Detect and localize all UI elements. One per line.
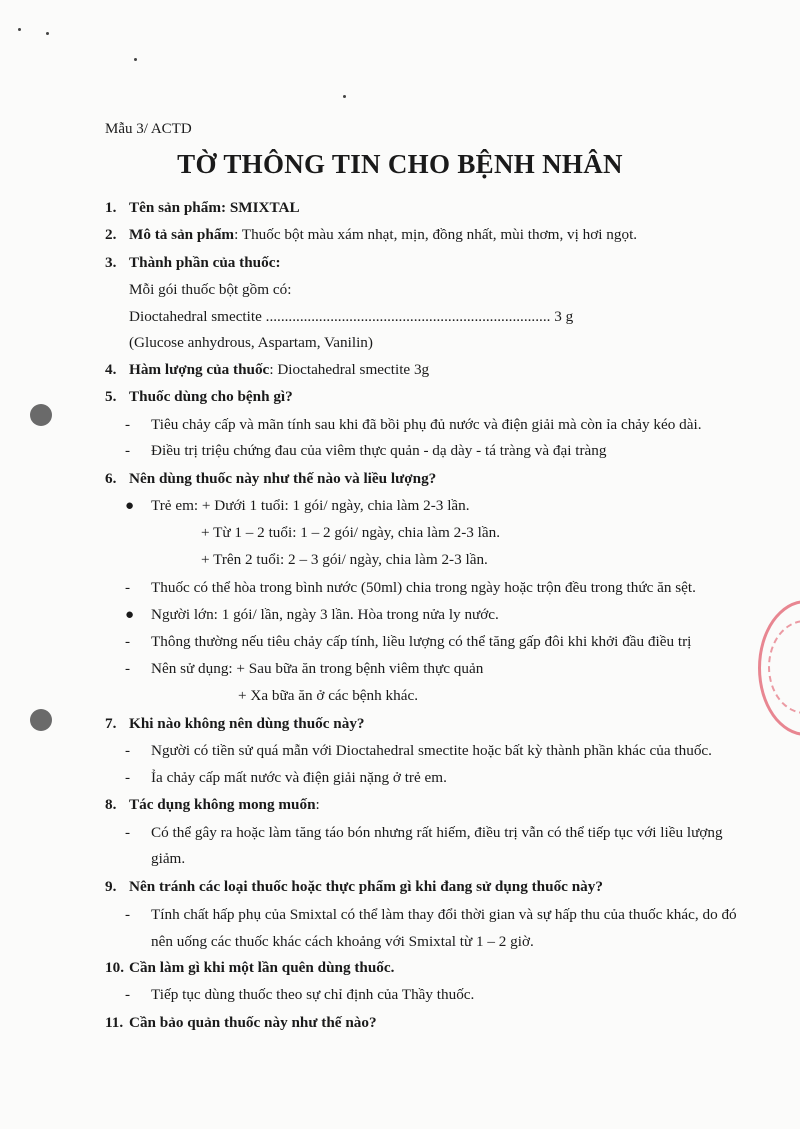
section-number: 5. <box>105 388 117 405</box>
dosage-child-under-1: Trẻ em: + Dưới 1 tuổi: 1 gói/ ngày, chia làm 2-3 lần. <box>151 497 470 514</box>
section-4-heading <box>105 360 429 380</box>
section-label: Thành phần của thuốc: <box>129 254 281 271</box>
section-10-heading <box>105 958 394 978</box>
section-label: Nên tránh các loại thuốc hoặc thực phẩm gì khi đang sử dụng thuốc này? <box>129 878 603 895</box>
scan-speck <box>46 32 49 35</box>
dash-marker: - <box>125 986 131 1003</box>
bullet-marker: ● <box>125 607 135 623</box>
ingredient-intro: Mỗi gói thuốc bột gồm có: <box>129 281 292 298</box>
list-item: Người có tiền sử quá mẫn với Dioctahedral smectite hoặc bất kỳ thành phần khác của thuốc. <box>151 742 712 759</box>
dash-marker: - <box>125 660 131 677</box>
section-label: Hàm lượng của thuốc <box>129 361 270 378</box>
dash-marker: - <box>125 742 131 759</box>
section-label: Mô tả sản phẩm <box>129 226 235 243</box>
section-number: 8. <box>105 796 117 813</box>
interaction-text: Tính chất hấp phụ của Smixtal có thể làm thay đổi thời gian và sự hấp thu của thuốc khác, do đó <box>151 906 737 923</box>
section-label: Nên dùng thuốc này như thế nào và liều lượng? <box>129 470 437 487</box>
section-number: 10. <box>105 959 124 976</box>
section-number: 9. <box>105 878 117 895</box>
scan-speck <box>18 28 21 31</box>
section-label: Tác dụng không mong muốn <box>129 796 316 813</box>
acute-dosage-note: Thông thường nếu tiêu chảy cấp tính, liều lượng có thể tăng gấp đôi khi khởi đầu điều trị <box>151 633 692 650</box>
list-item: Điều trị triệu chứng đau của viêm thực quản - dạ dày - tá tràng và đại tràng <box>151 442 607 459</box>
dash-marker: - <box>125 579 131 596</box>
section-7-heading <box>105 714 365 734</box>
section-3-heading <box>105 253 281 273</box>
section-9-heading <box>105 877 603 897</box>
ingredient-line <box>129 307 573 327</box>
section-label: Thuốc dùng cho bệnh gì? <box>129 388 293 405</box>
section-text: : Thuốc bột màu xám nhạt, mịn, đồng nhất, mùi thơm, vị hơi ngọt. <box>234 226 638 243</box>
dash-marker: - <box>125 906 131 923</box>
dash-marker: - <box>125 769 131 786</box>
section-number: 3. <box>105 254 117 271</box>
ingredient-amount: 3 g <box>554 308 574 325</box>
section-number: 1. <box>105 199 117 216</box>
form-label: Mẫu 3/ ACTD <box>105 121 192 137</box>
list-item: Tiêu chảy cấp và mãn tính sau khi đã bồi phụ đủ nước và điện giải mà còn ỉa chảy kéo dài. <box>151 416 702 433</box>
usage-timing-2: + Xa bữa ăn ở các bệnh khác. <box>238 687 418 704</box>
ingredient-name: Dioctahedral smectite <box>129 308 262 325</box>
section-6-heading <box>105 469 436 489</box>
section-11-heading <box>105 1013 377 1033</box>
missed-dose-text: Tiếp tục dùng thuốc theo sự chỉ định của Thầy thuốc. <box>151 986 475 1003</box>
section-number: 7. <box>105 715 117 732</box>
section-label: Cần bảo quản thuốc này như thế nào? <box>129 1014 377 1031</box>
punch-hole-bottom <box>30 709 52 731</box>
section-label: Tên sản phẩm: SMIXTAL <box>129 199 300 216</box>
section-number: 11. <box>105 1014 124 1031</box>
section-number: 6. <box>105 470 117 487</box>
dash-marker: - <box>125 633 131 650</box>
dosage-child-1-2: + Từ 1 – 2 tuổi: 1 – 2 gói/ ngày, chia làm 2-3 lần. <box>201 524 500 541</box>
dash-marker: - <box>125 824 131 841</box>
page-title: TỜ THÔNG TIN CHO BỆNH NHÂN <box>177 149 623 179</box>
dash-marker: - <box>125 416 131 433</box>
section-8-heading <box>105 795 320 815</box>
excipients: (Glucose anhydrous, Aspartam, Vanilin) <box>129 334 373 351</box>
scan-speck <box>134 58 137 61</box>
interaction-text-cont: nên uống các thuốc khác cách khoảng với Smixtal từ 1 – 2 giờ. <box>151 933 534 950</box>
list-item: Ỉa chảy cấp mất nước và điện giải nặng ở trẻ em. <box>151 769 447 786</box>
section-2-heading <box>105 225 637 245</box>
punch-hole-top <box>30 404 52 426</box>
side-effect-text: Có thể gây ra hoặc làm tăng táo bón nhưng rất hiếm, điều trị vẫn có thể tiếp tục với liều lượng <box>151 824 723 841</box>
mixing-instruction: Thuốc có thể hòa trong bình nước (50ml) chia trong ngày hoặc trộn đều trong thức ăn sệt. <box>151 579 696 596</box>
dosage-adult: Người lớn: 1 gói/ lần, ngày 3 lần. Hòa trong nửa ly nước. <box>151 606 499 623</box>
scan-speck <box>343 95 346 98</box>
dosage-child-over-2: + Trên 2 tuổi: 2 – 3 gói/ ngày, chia làm 2-3 lần. <box>201 551 488 568</box>
bullet-marker: ● <box>125 498 135 514</box>
side-effect-text-cont: giảm. <box>151 850 186 867</box>
section-number: 4. <box>105 361 117 378</box>
section-5-heading <box>105 387 293 407</box>
section-label: Khi nào không nên dùng thuốc này? <box>129 715 365 732</box>
section-number: 2. <box>105 226 117 243</box>
dot-leader: ........................................................................... <box>265 308 551 325</box>
usage-timing-1: Nên sử dụng: + Sau bữa ăn trong bệnh viêm thực quản <box>151 660 484 677</box>
section-label: Cần làm gì khi một lần quên dùng thuốc. <box>129 959 395 976</box>
dash-marker: - <box>125 442 131 459</box>
section-colon: : <box>315 796 320 813</box>
section-text: : Dioctahedral smectite 3g <box>269 361 430 378</box>
section-1-heading <box>105 198 300 218</box>
